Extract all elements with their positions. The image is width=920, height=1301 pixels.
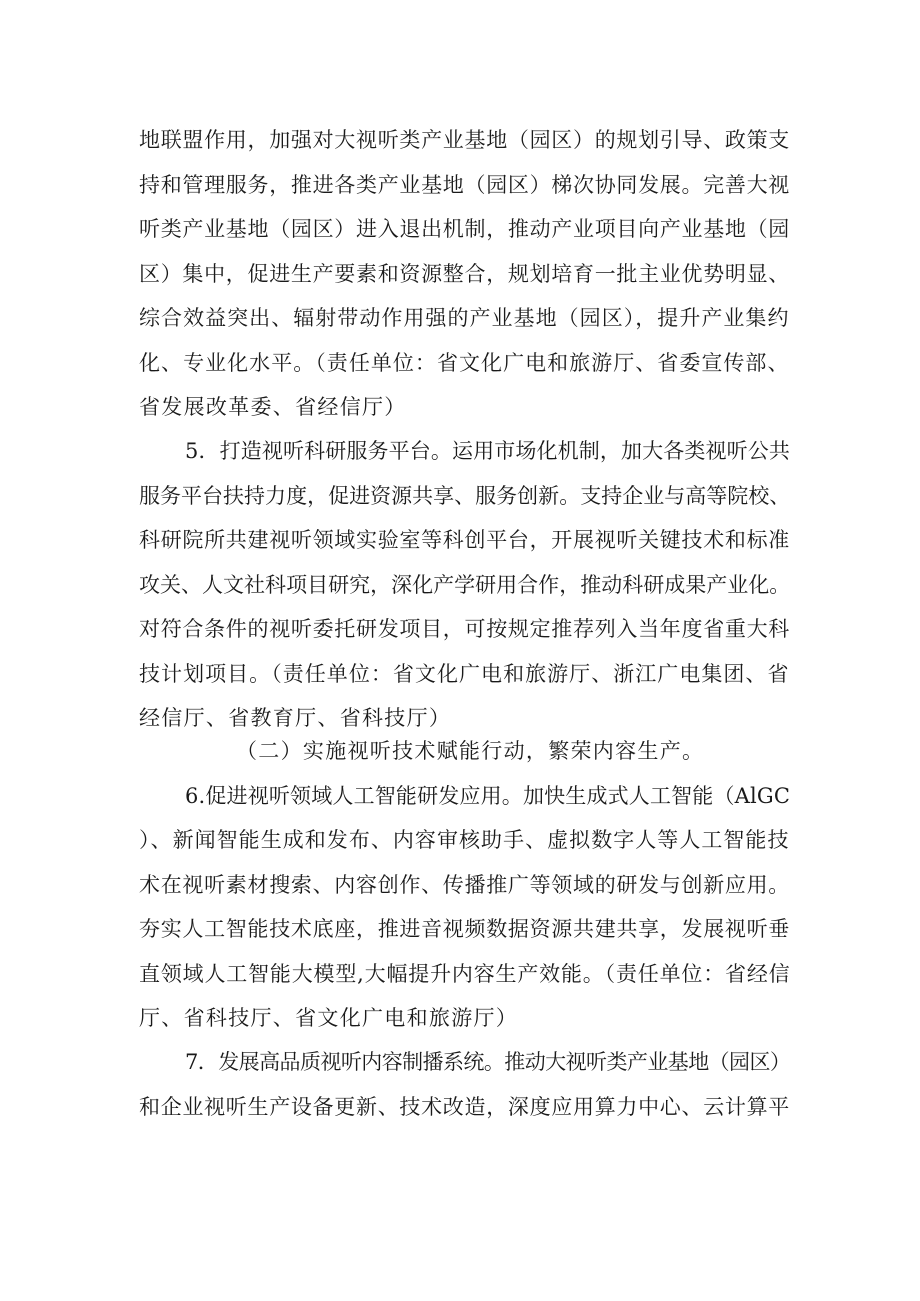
paragraph-line: 直领域人工智能大模型,大幅提升内容生产效能。（责任单位：省经信 (139, 962, 791, 986)
paragraph-line: 听类产业基地（园区）进入退出机制，推动产业项目向产业基地（园 (139, 217, 790, 241)
paragraph-line: 化、专业化水平。（责任单位：省文化广电和旅游厅、省委宣传部、 (139, 351, 790, 375)
paragraph-line: ）、新闻智能生成和发布、内容审核助手、虚拟数字人等人工智能技 (139, 828, 790, 852)
paragraph-line: 夯实人工智能技术底座，推进音视频数据资源共建共享，发展视听垂 (139, 917, 790, 941)
paragraph-line: 综合效益突出、辐射带动作用强的产业基地（园区），提升产业集约 (139, 306, 790, 330)
paragraph-line: 地联盟作用，加强对大视听类产业基地（园区）的规划引导、政策支 (139, 128, 790, 152)
section-heading: （二）实施视听技术赋能行动，繁荣内容生产。 (236, 739, 705, 763)
paragraph-line: 区）集中，促进生产要素和资源整合，规划培育一批主业优势明显、 (139, 262, 790, 286)
paragraph-line: 省发展改革委、省经信厅） (139, 395, 407, 419)
paragraph-line: 对符合条件的视听委托研发项目，可按规定推荐列入当年度省重大科 (139, 617, 790, 641)
item-5-heading-line: 5．打造视听科研服务平台。运用市场化机制，加大各类视听公共 (185, 439, 791, 463)
paragraph-line: 技计划项目。（责任单位：省文化广电和旅游厅、浙江广电集团、省 (139, 662, 790, 686)
paragraph-line: 持和管理服务，推进各类产业基地（园区）梯次协同发展。完善大视 (139, 173, 790, 197)
paragraph-line: 经信厅、省教育厅、省科技厅） (139, 706, 452, 730)
paragraph-line: 科研院所共建视听领域实验室等科创平台，开展视听关键技术和标准 (139, 528, 790, 552)
paragraph-line: 术在视听素材搜索、内容创作、传播推广等领域的研发与创新应用。 (139, 873, 790, 897)
item-7-heading-line: 7．发展高品质视听内容制播系统。推动大视听类产业基地（园区） (185, 1050, 791, 1074)
paragraph-line: 厅、省科技厅、省文化广电和旅游厅） (139, 1006, 519, 1030)
item-6-heading-line: 6.促进视听领域人工智能研发应用。加快生成式人工智能（AlGC (185, 784, 791, 808)
paragraph-line: 攻关、人文社科项目研究，深化产学研用合作，推动科研成果产业化。 (139, 573, 791, 597)
paragraph-line: 服务平台扶持力度，促进资源共享、服务创新。支持企业与高等院校、 (139, 484, 791, 508)
paragraph-line: 和企业视听生产设备更新、技术改造，深度应用算力中心、云计算平 (139, 1095, 790, 1119)
